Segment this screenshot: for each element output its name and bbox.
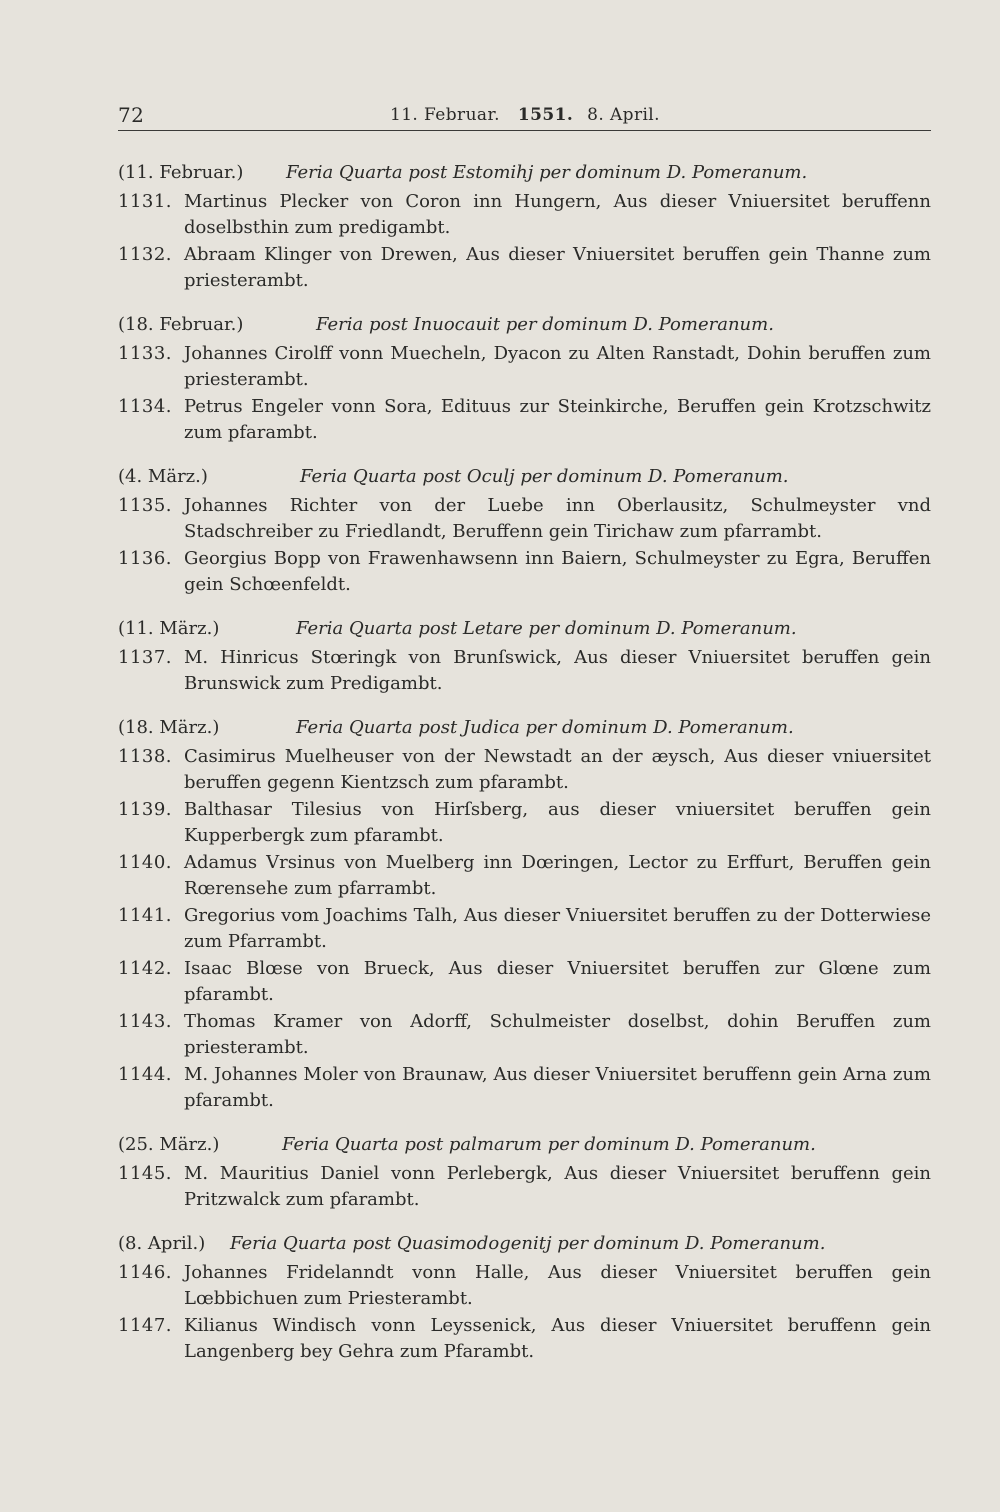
register-entry <box>118 341 931 393</box>
entry-text: Thomas Kramer von Adorff, Schulmeister doselbst, dohin Beruffen zum priesterambt. <box>184 1011 931 1058</box>
register-content <box>118 160 931 1365</box>
entry-number: 1140. <box>118 852 173 873</box>
date-heading <box>118 715 931 741</box>
heading-gap <box>118 642 931 644</box>
entry-number: 1143. <box>118 1011 173 1032</box>
header-rule <box>118 130 931 131</box>
register-entry <box>118 1009 931 1061</box>
register-section <box>118 160 931 294</box>
feria-heading: Feria Quarta post Letare per dominum D. Pomeranum. <box>296 618 797 639</box>
page-number: 72 <box>118 103 145 127</box>
heading-gap <box>118 1257 931 1259</box>
section-gap <box>118 1213 931 1231</box>
entry-text: Petrus Engeler vonn Sora, Edituus zur Steinkirche, Beruffen gein Krotzschwitz zum pfarambt. <box>184 396 931 443</box>
register-entry <box>118 956 931 1008</box>
entry-text: Johannes Cirolff vonn Muecheln, Dyacon zu Alten Ranstadt, Dohin beruffen zum priesterambt. <box>184 343 931 390</box>
section-date: (11. Februar.) <box>118 162 244 183</box>
entry-number: 1135. <box>118 495 173 516</box>
header-left-date: 11. Februar. <box>390 105 500 125</box>
heading-gap <box>118 186 931 188</box>
section-date: (11. März.) <box>118 618 220 639</box>
entry-text: Martinus Plecker von Coron inn Hungern, Aus dieser Vniuersitet beruffenn doselbsthin zum predigambt. <box>184 191 931 238</box>
register-entry <box>118 189 931 241</box>
entry-text: M. Mauritius Daniel vonn Perlebergk, Aus dieser Vniuersitet beruffenn gein Pritzwalck zum pfarambt. <box>184 1163 931 1210</box>
entry-text: Isaac Blœse von Brueck, Aus dieser Vniuersitet beruffen zur Glœne zum pfarambt. <box>184 958 931 1005</box>
register-entry <box>118 744 931 796</box>
feria-heading: Feria Quarta post Estomihj per dominum D. Pomeranum. <box>286 162 808 183</box>
register-section <box>118 616 931 697</box>
register-entry <box>118 1161 931 1213</box>
entry-text: Kilianus Windisch vonn Leyssenick, Aus dieser Vniuersitet beruffenn gein Langenberg bey Gehra zum Pfarambt. <box>184 1315 931 1362</box>
entry-number: 1146. <box>118 1262 173 1283</box>
entry-number: 1137. <box>118 647 173 668</box>
section-date: (4. März.) <box>118 466 208 487</box>
register-entry <box>118 394 931 446</box>
entry-number: 1142. <box>118 958 173 979</box>
heading-gap <box>118 1158 931 1160</box>
entry-text: Georgius Bopp von Frawenhawsenn inn Baiern, Schulmeyster zu Egra, Beruffen gein Schœenfeldt. <box>184 548 931 595</box>
running-title <box>390 105 660 125</box>
entry-number: 1147. <box>118 1315 173 1336</box>
register-entry <box>118 242 931 294</box>
entry-number: 1136. <box>118 548 173 569</box>
register-section <box>118 1132 931 1213</box>
entry-text: Gregorius vom Joachims Talh, Aus dieser Vniuersitet beruffen zu der Dotterwiese zum Pfarrambt. <box>184 905 931 952</box>
section-gap <box>118 294 931 312</box>
section-date: (18. März.) <box>118 717 220 738</box>
feria-heading: Feria Quarta post Quasimodogenitj per dominum D. Pomeranum. <box>230 1233 826 1254</box>
entry-text: Abraam Klinger von Drewen, Aus dieser Vniuersitet beruffen gein Thanne zum priesterambt. <box>184 244 931 291</box>
heading-gap <box>118 338 931 340</box>
entry-number: 1139. <box>118 799 173 820</box>
date-heading <box>118 464 931 490</box>
entry-number: 1145. <box>118 1163 173 1184</box>
entry-text: Balthasar Tilesius von Hirſsberg, aus dieser vniuersitet beruffen gein Kupperbergk zum pfarambt. <box>184 799 931 846</box>
header-right-date: 8. April. <box>587 105 660 125</box>
register-section <box>118 312 931 446</box>
section-gap <box>118 697 931 715</box>
feria-heading: Feria Quarta post Judica per dominum D. Pomeranum. <box>296 717 794 738</box>
date-heading <box>118 1231 931 1257</box>
register-entry <box>118 850 931 902</box>
feria-heading: Feria Quarta post palmarum per dominum D. Pomeranum. <box>282 1134 816 1155</box>
register-entry <box>118 797 931 849</box>
register-section <box>118 464 931 598</box>
register-section <box>118 715 931 1114</box>
section-date: (18. Februar.) <box>118 314 244 335</box>
section-date: (25. März.) <box>118 1134 220 1155</box>
entry-number: 1131. <box>118 191 173 212</box>
register-entry <box>118 493 931 545</box>
entry-number: 1138. <box>118 746 173 767</box>
entry-text: M. Johannes Moler von Braunaw, Aus dieser Vniuersitet beruffenn gein Arna zum pfarambt. <box>184 1064 931 1111</box>
date-heading <box>118 312 931 338</box>
date-heading <box>118 616 931 642</box>
entry-number: 1133. <box>118 343 173 364</box>
running-header <box>118 103 931 131</box>
entry-text: Adamus Vrsinus von Muelberg inn Dœringen, Lector zu Erffurt, Beruffen gein Rœrensehe zum pfarrambt. <box>184 852 931 899</box>
section-gap <box>118 1114 931 1132</box>
entry-text: M. Hinricus Stœringk von Brunſswick, Aus dieser Vniuersitet beruffen gein Brunswick zum Predigambt. <box>184 647 931 694</box>
date-heading <box>118 1132 931 1158</box>
section-gap <box>118 598 931 616</box>
entry-number: 1132. <box>118 244 173 265</box>
register-entry <box>118 1062 931 1114</box>
entry-text: Casimirus Muelheuser von der Newstadt an der æysch, Aus dieser vniuersitet beruffen gegenn Kientzsch zum pfarambt. <box>184 746 931 793</box>
register-entry <box>118 903 931 955</box>
entry-number: 1134. <box>118 396 173 417</box>
heading-gap <box>118 741 931 743</box>
register-entry <box>118 645 931 697</box>
entry-text: Johannes Fridelanndt vonn Halle, Aus dieser Vniuersitet beruffen gein Lœbbichuen zum Priesterambt. <box>184 1262 931 1309</box>
section-gap <box>118 446 931 464</box>
date-heading <box>118 160 931 186</box>
entry-text: Johannes Richter von der Luebe inn Oberlausitz, Schulmeyster vnd Stadschreiber zu Friedlandt, Beruffenn gein Tirichaw zum pfarrambt. <box>184 495 931 542</box>
section-date: (8. April.) <box>118 1233 206 1254</box>
entry-number: 1141. <box>118 905 173 926</box>
register-entry <box>118 1260 931 1312</box>
register-entry <box>118 1313 931 1365</box>
entry-number: 1144. <box>118 1064 173 1085</box>
feria-heading: Feria post Inuocauit per dominum D. Pomeranum. <box>316 314 774 335</box>
heading-gap <box>118 490 931 492</box>
register-entry <box>118 546 931 598</box>
feria-heading: Feria Quarta post Oculj per dominum D. Pomeranum. <box>300 466 789 487</box>
header-year: 1551. <box>517 105 574 125</box>
register-section <box>118 1231 931 1365</box>
